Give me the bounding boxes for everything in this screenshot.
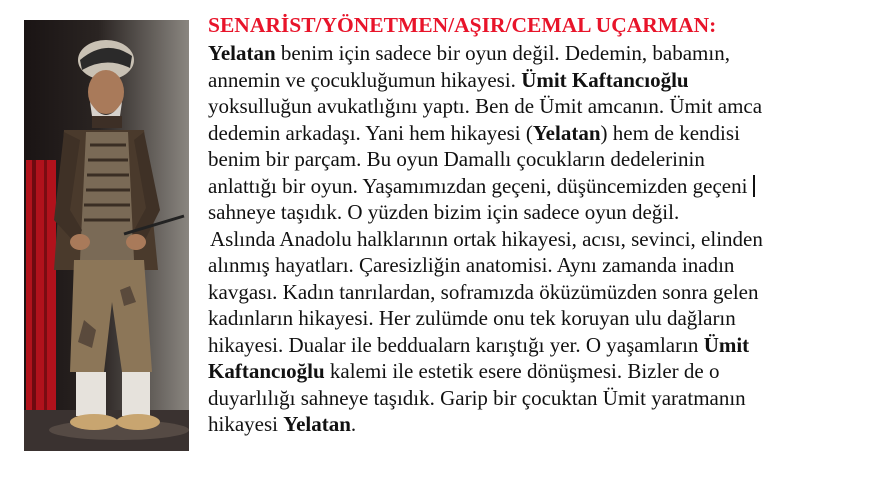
bold-phrase: Yelatan bbox=[283, 412, 351, 436]
text-run: alınmış hayatları. Çaresizliğin anatomisi. Aynı zamanda inadın bbox=[208, 253, 735, 277]
text-run: benim için sadece bir oyun değil. Dedemin, babamın, bbox=[275, 41, 730, 65]
text-line bbox=[208, 173, 888, 200]
bold-phrase: Ümit bbox=[703, 332, 750, 357]
text-line bbox=[208, 358, 888, 385]
text-line bbox=[208, 411, 888, 438]
bold-phrase: Kaftancıoğlu bbox=[208, 359, 325, 383]
text-line bbox=[208, 385, 888, 412]
bold-phrase: Yelatan bbox=[532, 120, 601, 145]
text-line bbox=[208, 226, 888, 253]
text-cursor bbox=[753, 175, 755, 197]
text-run: sahneye taşıdık. O yüzden bizim için sadece oyun değil. bbox=[208, 200, 680, 224]
heading-title: SENARİST/YÖNETMEN/AŞIR/CEMAL UÇARMAN: bbox=[208, 13, 717, 37]
text-run: hikayesi. Dualar ile beddualarn karıştığı yer. O yaşamların bbox=[208, 332, 704, 357]
actor-stage-photo bbox=[24, 20, 189, 451]
text-line bbox=[208, 40, 888, 67]
text-run: duyarlılığı sahneye taşıdık. Garip bir çocuktan Ümit yaratmanın bbox=[208, 385, 746, 410]
text-line bbox=[208, 305, 888, 332]
text-run: ) hem de kendisi bbox=[600, 120, 740, 145]
text-line bbox=[208, 279, 888, 306]
text-line bbox=[208, 252, 888, 279]
text-run: yoksulluğun avukatlığını yaptı. Ben de Ümit amcanın. Ümit amca bbox=[208, 94, 763, 118]
text-run: anlattığı bir oyun. Yaşamımızdan geçeni, düşüncemizden geçeni bbox=[208, 173, 748, 198]
bold-phrase: Ümit Kaftancıoğlu bbox=[521, 67, 689, 92]
text-line bbox=[208, 93, 888, 120]
text-run: benim bir parçam. Bu oyun Damallı çocukların dedelerinin bbox=[208, 147, 705, 171]
text-run: annemin ve çocukluğumun hikayesi. bbox=[208, 67, 522, 92]
text-line bbox=[208, 120, 888, 147]
text-run: kadınların hikayesi. Her zulümde onu tek koruyan ulu dağların bbox=[208, 306, 736, 330]
text-run: dedemin arkadaşı. Yani hem hikayesi ( bbox=[208, 120, 533, 145]
text-line bbox=[208, 332, 888, 359]
text-line bbox=[208, 199, 888, 226]
text-run: . bbox=[350, 412, 357, 436]
text-line bbox=[208, 67, 888, 94]
body-paragraph bbox=[208, 40, 888, 438]
text-line bbox=[208, 146, 888, 173]
text-run: hikayesi bbox=[208, 412, 284, 436]
text-run: kalemi ile estetik esere dönüşmesi. Bizler de o bbox=[324, 359, 720, 383]
bold-phrase: Yelatan bbox=[208, 41, 276, 65]
text-run: kavgası. Kadın tanrılardan, soframızda öküzümüzden sonra gelen bbox=[208, 279, 759, 304]
text-run: Aslında Anadolu halklarının ortak hikayesi, acısı, sevinci, elinden bbox=[210, 226, 763, 251]
